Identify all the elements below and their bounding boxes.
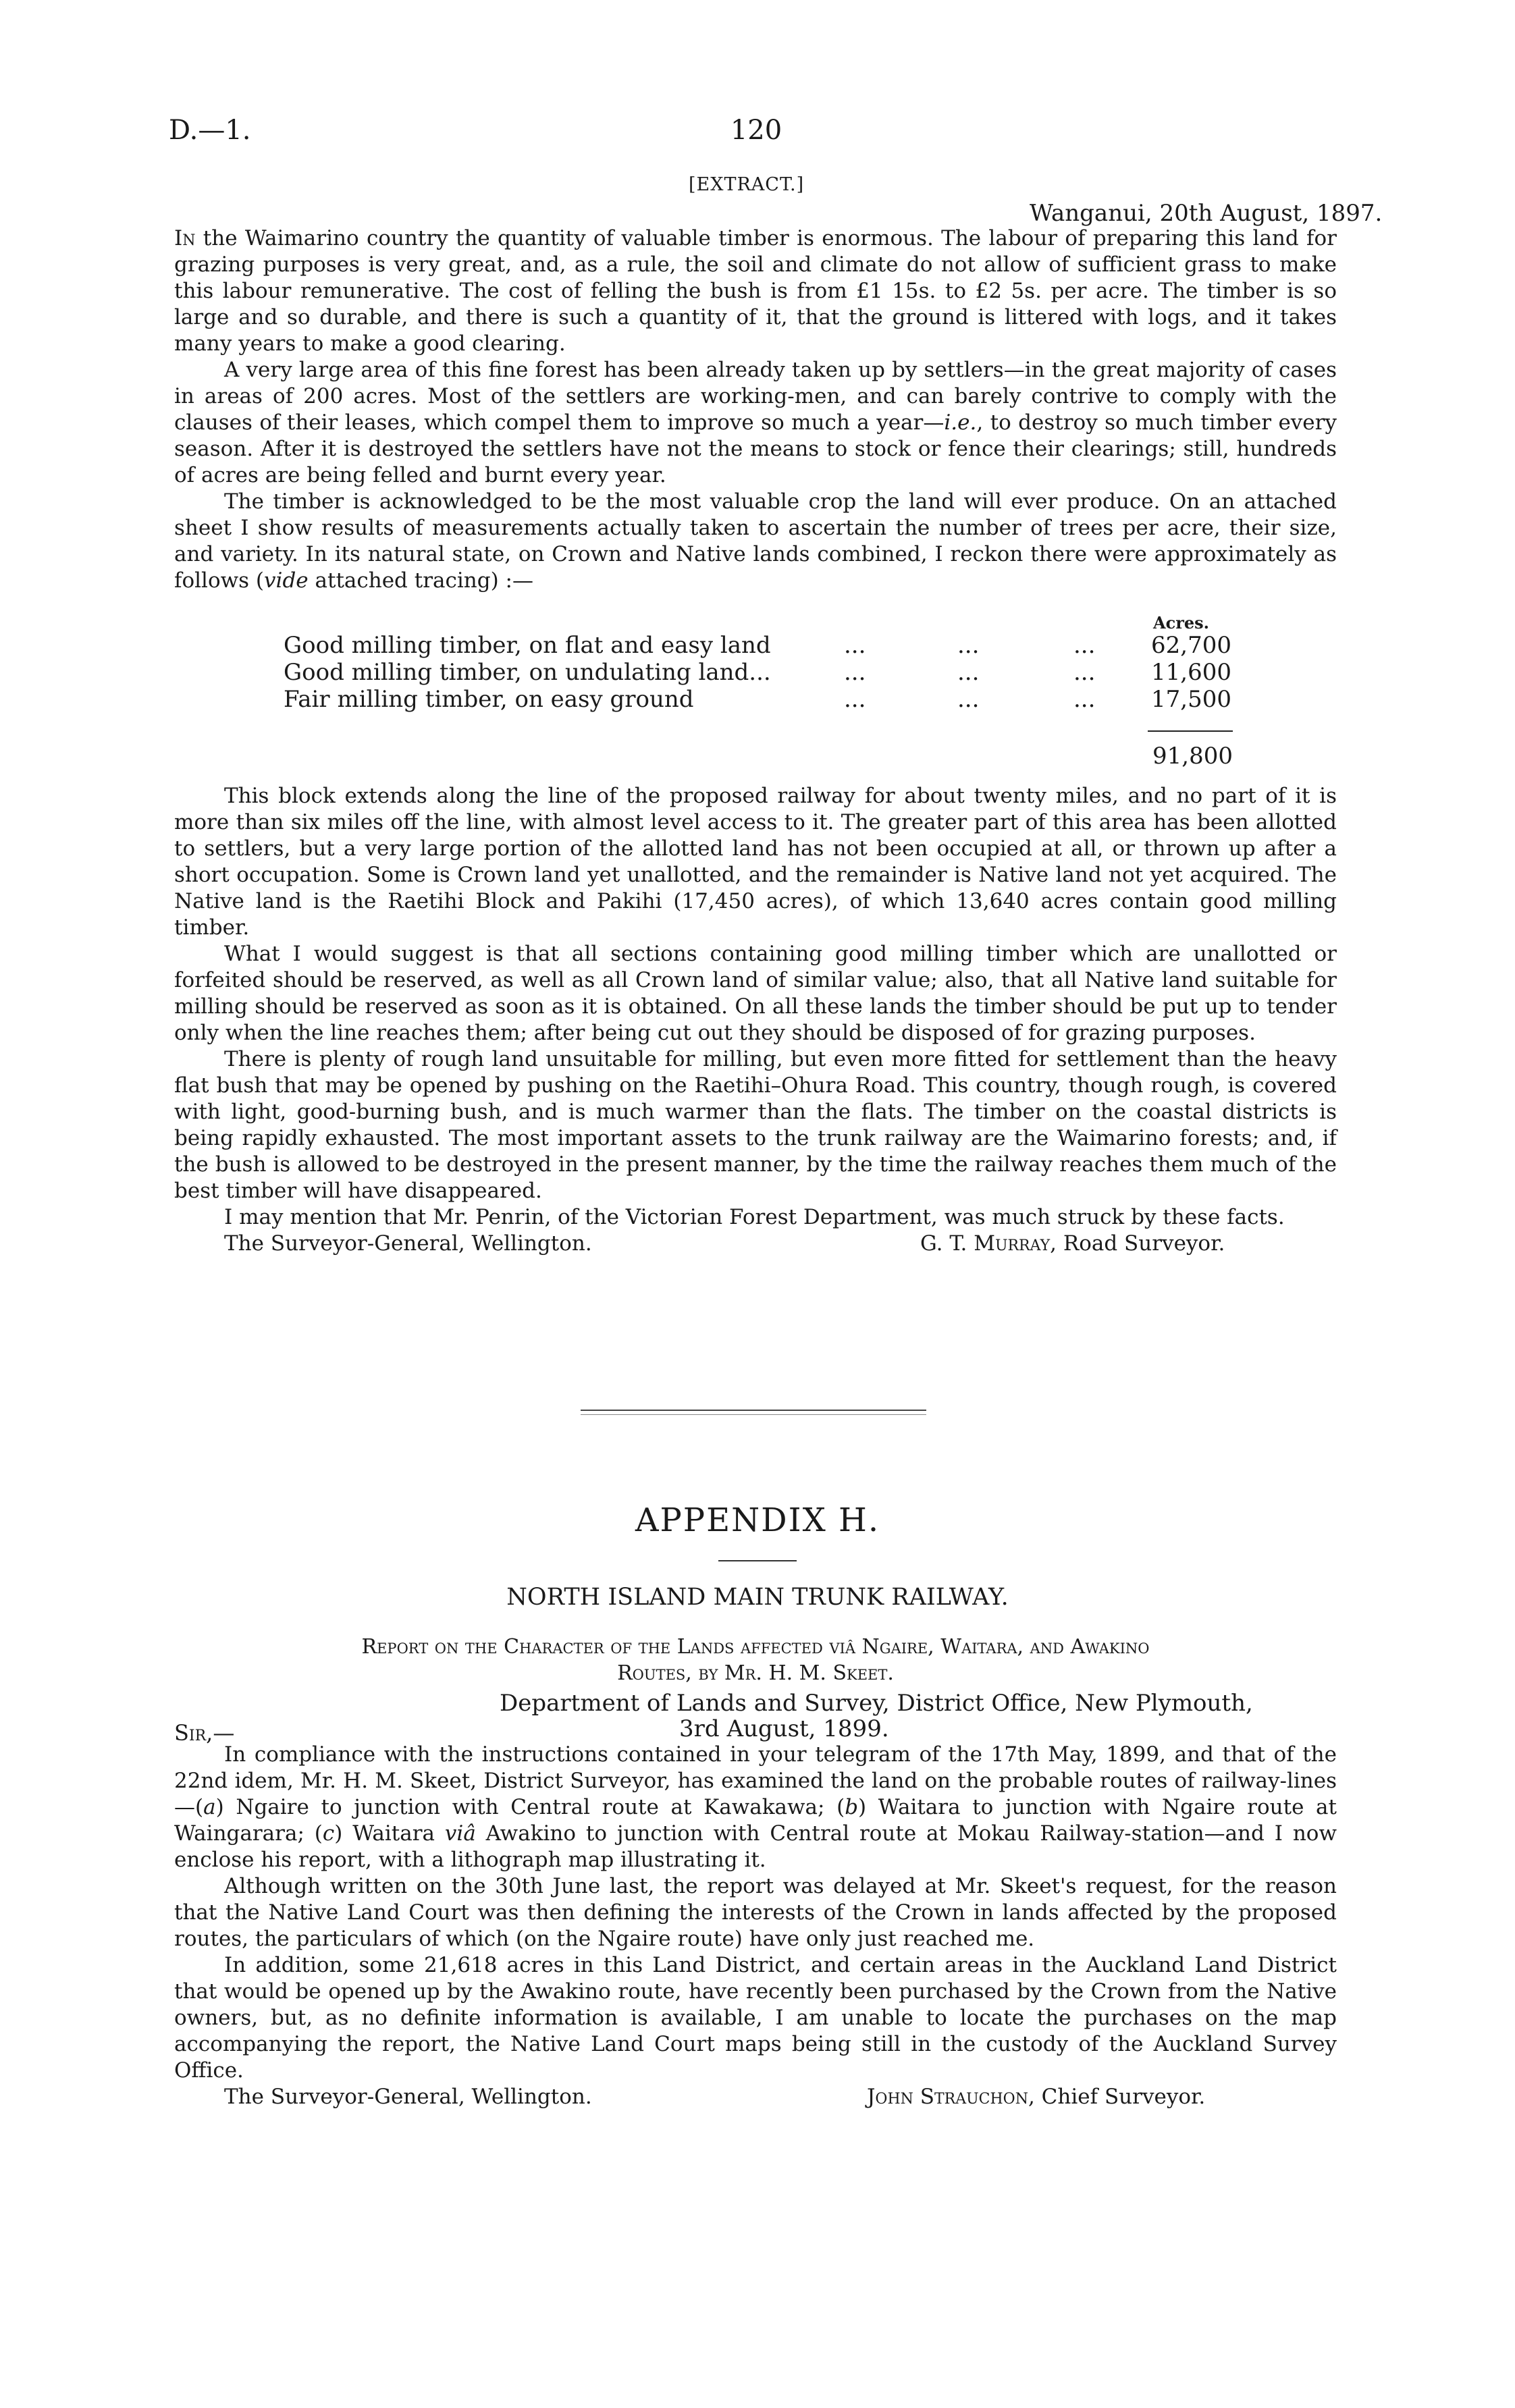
leader-dots: ... (844, 686, 866, 713)
table-row (284, 686, 1231, 713)
paragraph-text: the Waimarino country the quantity of valuable timber is enormous. The labour of preparing this land for grazing purposes is very great, and, as a rule, the soil and climate do not allow of sufficient grass to make this labour remunerative. The cost of felling the bush is from £1 15s. to £2 5s. per acre. The timber is so large and so durable, and there is such a quantity of it, that the ground is littered with logs, and it takes many years to make a good clearing. (174, 226, 1337, 356)
letter-paragraph-1 (174, 1742, 1337, 1873)
italic-label: c (322, 1821, 335, 1846)
extract-dateline: Wanganui, 20th August, 1897. (1030, 200, 1383, 227)
paragraph-text: Awakino to junction with Central route at Mokau Railway-station—and I now enclose his report, with a lithograph map illustrating it. (174, 1821, 1337, 1872)
paragraph-text: ) Waitara (334, 1821, 445, 1846)
italic-abbrev: i.e. (944, 410, 977, 435)
letter-paragraph-3: In addition, some 21,618 acres in this Land District, and certain areas in the Auckland Land District that would be opened up by the Awakino route, have recently been purchased by the Crown from the Native owners, but, as no definite information is available, I am unable to locate the purchases on the map accompanying the report, the Native Land Court maps being still in the custody of the Auckland Survey Office. (174, 1953, 1337, 2083)
appendix-subtitle: NORTH ISLAND MAIN TRUNK RAILWAY. (506, 1584, 1009, 1611)
page-number: 120 (730, 115, 782, 146)
leader-dots: ... (1073, 632, 1096, 659)
signer-initials: G. T. (920, 1231, 967, 1256)
signer-name: Murray (974, 1231, 1051, 1256)
leader-dots: ... (844, 632, 866, 659)
row-label: Good milling timber, on undulating land... (284, 659, 771, 686)
letter-salutation: Sir,— (174, 1720, 235, 1746)
row-value: 17,500 (1151, 686, 1231, 713)
report-title-line-1: Report on the Character of the Lands affected viâ Ngaire, Waitara, and Awakino (361, 1635, 1150, 1659)
leader-dots: ... (957, 632, 980, 659)
italic-word: viâ (444, 1821, 476, 1846)
paragraph-text: ) Ngaire to junction with Central route at Kawakawa; ( (215, 1795, 845, 1819)
extract-signature-row (174, 1231, 1337, 1257)
signer-name: John Strauchon (867, 2085, 1028, 2109)
document-reference: D.—1. (169, 115, 251, 146)
letter-body (174, 1742, 1337, 2110)
extract-signature (920, 1231, 1225, 1257)
appendix-title: APPENDIX H. (635, 1501, 880, 1539)
section-divider (581, 1410, 926, 1411)
report-title-line-2: Routes, by Mr. H. M. Skeet. (617, 1661, 894, 1685)
paragraph-text: , to destroy so much timber every season. After it is destroyed the settlers have not the means to stock or fence their clearings; still, hundreds of acres are being felled and burnt every year. (174, 410, 1337, 487)
extract-paragraph-2 (174, 357, 1337, 489)
paragraph-text: A very large area of this fine forest has been already taken up by settlers—in the great majority of cases in areas of 200 acres. Most of the settlers are working-men, and can barely contrive to comply with the clauses of their leases, which compel them to improve so much a year— (174, 358, 1337, 435)
extract-paragraph-7: I may mention that Mr. Penrin, of the Victorian Forest Department, was much struck by these facts. (224, 1205, 1285, 1229)
extract-paragraph-6: There is plenty of rough land unsuitable for milling, but even more fitted for settlement than the heavy flat bush that may be opened by pushing on the Raetihi–Ohura Road. This country, though rough, is covered with light, good-burning bush, and is much warmer than the flats. The timber on the coastal districts is being rapidly exhausted. The most important assets to the trunk railway are the Waimarino forests; and, if the bush is allowed to be destroyed in the present manner, by the time the railway reaches them much of the best timber will have disappeared. (174, 1047, 1337, 1203)
extract-addressee: The Surveyor-General, Wellington. (224, 1231, 592, 1256)
table-total-rule (1148, 730, 1233, 732)
letter-paragraph-2: Although written on the 30th June last, the report was delayed at Mr. Skeet's request, for the reason that the Native Land Court was then defining the interests of the Crown in lands affected by the proposed routes, the particulars of which (on the Ngaire route) have only just reached me. (174, 1874, 1337, 1951)
drop-word: In (174, 226, 196, 250)
table-total: 91,800 (1152, 743, 1233, 770)
section-divider-thin (581, 1414, 926, 1415)
signer-title: , Chief Surveyor. (1028, 2085, 1206, 2109)
italic-label: b (845, 1795, 859, 1819)
extract-body-bottom (174, 783, 1337, 1257)
extract-paragraph-5: What I would suggest is that all sections containing good milling timber which are unallotted or forfeited should be reserved, as well as all Crown land of similar value; also, that all Native land suitable for milling should be reserved as soon as it is obtained. On all these lands the timber should be put up to tender only when the line reaches them; after being cut out they should be disposed of for grazing purposes. (174, 942, 1337, 1045)
leader-dots: ... (844, 659, 866, 686)
row-value: 11,600 (1151, 659, 1231, 686)
paragraph-text: attached tracing) :— (308, 568, 533, 593)
signer-title: , Road Surveyor. (1050, 1231, 1225, 1256)
row-label: Good milling timber, on flat and easy land (284, 632, 771, 659)
table-row (284, 632, 1231, 659)
table-row (284, 659, 1231, 686)
extract-paragraph-1 (174, 225, 1337, 357)
paragraph-text: ) Waitara to junction with Ngaire route at Waingarara; ( (174, 1795, 1337, 1846)
italic-word: vide (264, 568, 309, 593)
italic-label: a (203, 1795, 216, 1819)
letter-address: Department of Lands and Survey, District Office, New Plymouth, (500, 1690, 1253, 1717)
row-label: Fair milling timber, on easy ground (284, 686, 694, 713)
extract-label: [EXTRACT.] (689, 174, 805, 195)
letter-signature-row (174, 2084, 1337, 2110)
title-rule (718, 1560, 797, 1561)
extract-paragraph-3 (174, 489, 1337, 594)
paragraph-text: In compliance with the instructions contained in your telegram of the 17th May, 1899, and that of the 22nd idem, Mr. H. M. Skeet, District Surveyor, has examined the land on the probable routes of railway-lines—( (174, 1742, 1337, 1819)
letter-signature (867, 2084, 1205, 2110)
leader-dots: ... (957, 659, 980, 686)
leader-dots: ... (957, 686, 980, 713)
letter-date: 3rd August, 1899. (679, 1715, 889, 1742)
paragraph-text: The timber is acknowledged to be the most valuable crop the land will ever produce. On an attached sheet I show results of measurements actually taken to ascertain the number of trees per acre, their size, and variety. In its natural state, on Crown and Native lands combined, I reckon there were approximately as follows ( (174, 489, 1337, 593)
letter-addressee: The Surveyor-General, Wellington. (224, 2085, 592, 2109)
leader-dots: ... (1073, 686, 1096, 713)
row-value: 62,700 (1151, 632, 1231, 659)
leader-dots: ... (1073, 659, 1096, 686)
extract-paragraph-4: This block extends along the line of the proposed railway for about twenty miles, and no part of it is more than six miles off the line, with almost level access to it. The greater part of this area has been allotted to settlers, but a very large portion of the allotted land has not been occupied at all, or thrown up after a short occupation. Some is Crown land yet unallotted, and the remainder is Native land not yet acquired. The Native land is the Raetihi Block and Pakihi (17,450 acres), of which 13,640 acres contain good milling timber. (174, 784, 1337, 940)
table-unit-header: Acres. (1153, 613, 1210, 633)
report-title (174, 1634, 1337, 1686)
extract-body-top (174, 225, 1337, 594)
